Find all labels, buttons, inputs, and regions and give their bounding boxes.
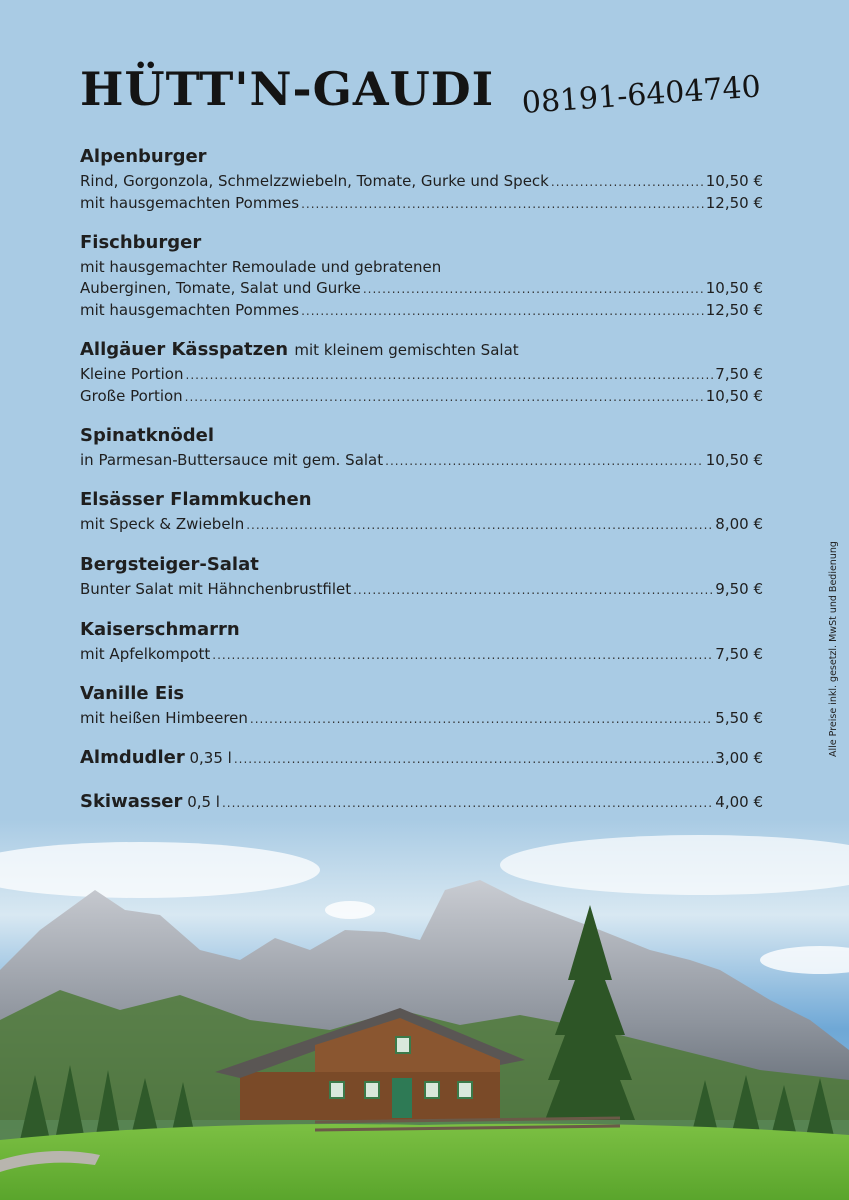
line-price: 10,50 € bbox=[705, 451, 763, 469]
menu-item-fischburger bbox=[80, 231, 763, 322]
line-label: Auberginen, Tomate, Salat und Gurke bbox=[80, 279, 361, 297]
menu-item-flammkuchen bbox=[80, 488, 763, 536]
item-heading bbox=[80, 338, 763, 362]
line-price: 9,50 € bbox=[715, 580, 763, 598]
menu-item-kaiserschmarrn bbox=[80, 618, 763, 666]
menu-item-spinatknoedel bbox=[80, 424, 763, 472]
item-name: Almdudler bbox=[80, 747, 185, 768]
price-line bbox=[80, 644, 763, 666]
item-volume: 0,5 l bbox=[187, 793, 220, 811]
price-line bbox=[80, 450, 763, 472]
price-line bbox=[80, 514, 763, 536]
line-price: 4,00 € bbox=[715, 793, 763, 811]
line-price: 10,50 € bbox=[705, 387, 763, 405]
line-price: 3,00 € bbox=[715, 749, 763, 767]
line-label: mit Speck & Zwiebeln bbox=[80, 515, 245, 533]
menu-item-kaesspatzen bbox=[80, 338, 763, 408]
line-label: Kleine Portion bbox=[80, 365, 184, 383]
price-line bbox=[80, 171, 763, 193]
line-price: 7,50 € bbox=[715, 645, 763, 663]
price-line bbox=[80, 278, 763, 300]
line-label: mit hausgemachten Pommes bbox=[80, 301, 300, 319]
line-price: 8,00 € bbox=[715, 515, 763, 533]
phone-number: 08191-6404740 bbox=[520, 69, 762, 121]
line-price: 7,50 € bbox=[715, 365, 763, 383]
line-label: Große Portion bbox=[80, 387, 183, 405]
item-name: Elsässer Flammkuchen bbox=[80, 489, 312, 510]
price-line bbox=[80, 300, 763, 322]
line-label: mit heißen Himbeeren bbox=[80, 709, 248, 727]
line-price: 12,50 € bbox=[705, 194, 763, 212]
price-line bbox=[80, 193, 763, 215]
price-line bbox=[80, 579, 763, 601]
item-note: mit kleinem gemischten Salat bbox=[294, 341, 519, 359]
line-label: mit hausgemachten Pommes bbox=[80, 194, 300, 212]
line-price: 12,50 € bbox=[705, 301, 763, 319]
vat-note: Alle Preise inkl. gesetzl. MwSt und Bedienung bbox=[828, 541, 839, 757]
menu-title: HÜTT'N-GAUDI bbox=[80, 62, 495, 116]
item-name: Spinatknödel bbox=[80, 425, 214, 446]
line-label: in Parmesan-Buttersauce mit gem. Salat bbox=[80, 451, 384, 469]
line-price: 5,50 € bbox=[715, 709, 763, 727]
item-name: Skiwasser bbox=[80, 791, 183, 812]
price-line bbox=[80, 364, 763, 386]
item-name: Allgäuer Kässpatzen bbox=[80, 339, 289, 360]
line-label: Bunter Salat mit Hähnchenbrustfilet bbox=[80, 580, 352, 598]
item-name: Bergsteiger-Salat bbox=[80, 554, 259, 575]
item-name: Fischburger bbox=[80, 232, 202, 253]
price-line bbox=[80, 386, 763, 408]
item-intro: mit hausgemachter Remoulade und gebratenen bbox=[80, 258, 442, 276]
menu-item-vanille-eis bbox=[80, 682, 763, 730]
item-name: Alpenburger bbox=[80, 146, 207, 167]
item-name: Kaiserschmarrn bbox=[80, 619, 240, 640]
line-price: 10,50 € bbox=[705, 172, 763, 190]
menu-item-almdudler bbox=[80, 746, 763, 770]
line-label: mit Apfelkompott bbox=[80, 645, 211, 663]
item-name: Vanille Eis bbox=[80, 683, 185, 704]
line-price: 10,50 € bbox=[705, 279, 763, 297]
alpine-landscape-image bbox=[0, 820, 849, 1200]
price-line bbox=[80, 708, 763, 730]
price-line bbox=[80, 746, 763, 770]
menu-item-bergsteiger-salat bbox=[80, 553, 763, 601]
menu-item-alpenburger bbox=[80, 145, 763, 215]
price-line bbox=[80, 790, 763, 814]
line-label: Rind, Gorgonzola, Schmelzzwiebeln, Tomate, Gurke und Speck bbox=[80, 172, 549, 190]
item-volume: 0,35 l bbox=[189, 749, 232, 767]
